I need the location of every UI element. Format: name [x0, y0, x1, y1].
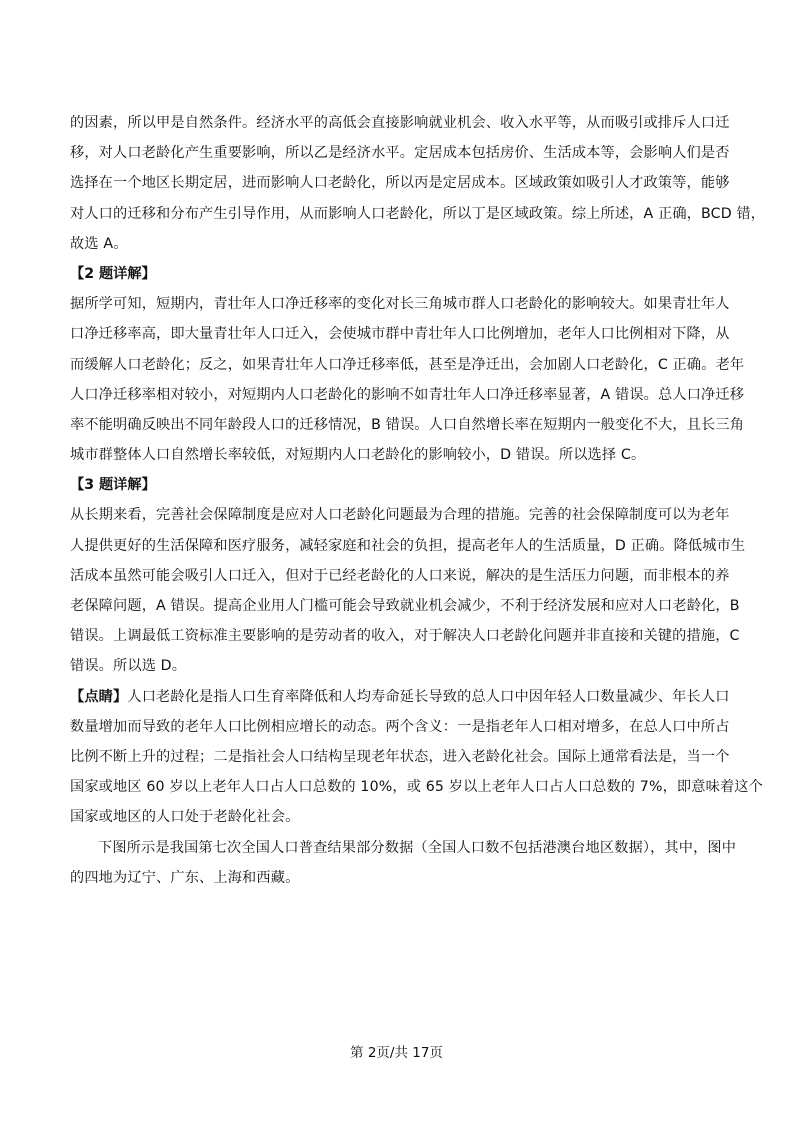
- text-line: 选择在一个地区长期定居，进而影响人口老龄化，所以丙是定居成本。区域政策如吸引人才政策等，能够: [70, 175, 730, 192]
- text-line: 的四地为辽宁、广东、上海和西藏。: [70, 869, 300, 886]
- text-line: 口净迁移率高，即大量青壮年人口迁入，会使城市群中青壮年人口比例增加，老年人口比例相对下降，从: [70, 326, 730, 343]
- text-line: 错误。上调最低工资标准主要影响的是劳动者的收入，对于解决人口老龄化问题并非直接和关键的措施，C: [70, 628, 740, 645]
- text-line: 据所学可知，短期内，青壮年人口净迁移率的变化对长三角城市群人口老龄化的影响较大。如果青壮年人: [70, 296, 730, 313]
- text-line: 错误。所以选 D。: [70, 658, 187, 675]
- text-line: 比例不断上升的过程；二是指社会人口结构呈现老年状态，进入老龄化社会。国际上通常看法是，当一个: [70, 748, 730, 765]
- text-line: 下图所示是我国第七次全国人口普查结果部分数据（全国人口数不包括港澳台地区数据），其中，图中: [98, 839, 737, 856]
- text-line: 故选 A。: [70, 235, 128, 252]
- paragraph-question3-explanation: [70, 500, 746, 681]
- text-line: 而缓解人口老龄化；反之，如果青壮年人口净迁移率低，甚至是净迁出，会加剧人口老龄化，C 正确。老年: [70, 356, 745, 373]
- section-heading-q2: 【2 题详解】: [70, 265, 156, 282]
- text-line: 移，对人口老龄化产生重要影响，所以乙是经济水平。定居成本包括房价、生活成本等，会影响人们是否: [70, 145, 730, 162]
- text-line: 国家或地区 60 岁以上老年人口占人口总数的 10%，或 65 岁以上老年人口占人口总数的 7%，即意味着这个: [70, 779, 763, 796]
- key-points-label: 【点睛】: [70, 688, 128, 705]
- paragraph-question1-explanation: [70, 108, 766, 259]
- text-line: 老保障问题，A 错误。提高企业用人门槛可能会导致就业机会减少，不利于经济发展和应对人口老龄化，B: [70, 598, 740, 615]
- text-line: 对人口的迁移和分布产生引导作用，从而影响人口老龄化，所以丁是区域政策。综上所述，A 正确，BCD 错，: [70, 205, 766, 222]
- section-heading-q3: 【3 题详解】: [70, 477, 156, 494]
- text-line: 人口净迁移率相对较小，对短期内人口老龄化的影响不如青壮年人口净迁移率显著，A 错误。总人口净迁移: [70, 386, 745, 403]
- paragraph-key-points: [70, 682, 763, 833]
- document-body: [70, 108, 766, 893]
- paragraph-figure-intro: [70, 833, 737, 893]
- paragraph-question2-explanation: [70, 289, 745, 470]
- text-line: 从长期来看，完善社会保障制度是应对人口老龄化问题最为合理的措施。完善的社会保障制度可以为老年: [70, 507, 730, 524]
- text-line: 活成本虽然可能会吸引人口迁入，但对于已经老龄化的人口来说，解决的是生活压力问题，而非根本的养: [70, 567, 730, 584]
- text-line: 率不能明确反映出不同年龄段人口的迁移情况，B 错误。人口自然增长率在短期内一般变化不大，且长三角: [70, 416, 745, 433]
- key-points-first-text: 人口老龄化是指人口生育率降低和人均寿命延长导致的总人口中因年轻人口数量减少、年长人口: [127, 688, 730, 705]
- text-line: 人提供更好的生活保障和医疗服务，减轻家庭和社会的负担，提高老年人的生活质量，D 正确。降低城市生: [70, 537, 746, 554]
- text-line: 数量增加而导致的老年人口比例相应增长的动态。两个含义：一是指老年人口相对增多，在总人口中所占: [70, 718, 730, 735]
- text-line: 国家或地区的人口处于老龄化社会。: [70, 809, 300, 826]
- text-line: 城市群整体人口自然增长率较低，对短期内人口老龄化的影响较小，D 错误。所以选择 C。: [70, 447, 646, 464]
- text-line: 的因素，所以甲是自然条件。经济水平的高低会直接影响就业机会、收入水平等，从而吸引或排斥人口迁: [70, 115, 730, 131]
- page-number-footer: 第 2页/共 17页: [350, 1045, 443, 1061]
- text-line-first: [70, 682, 730, 712]
